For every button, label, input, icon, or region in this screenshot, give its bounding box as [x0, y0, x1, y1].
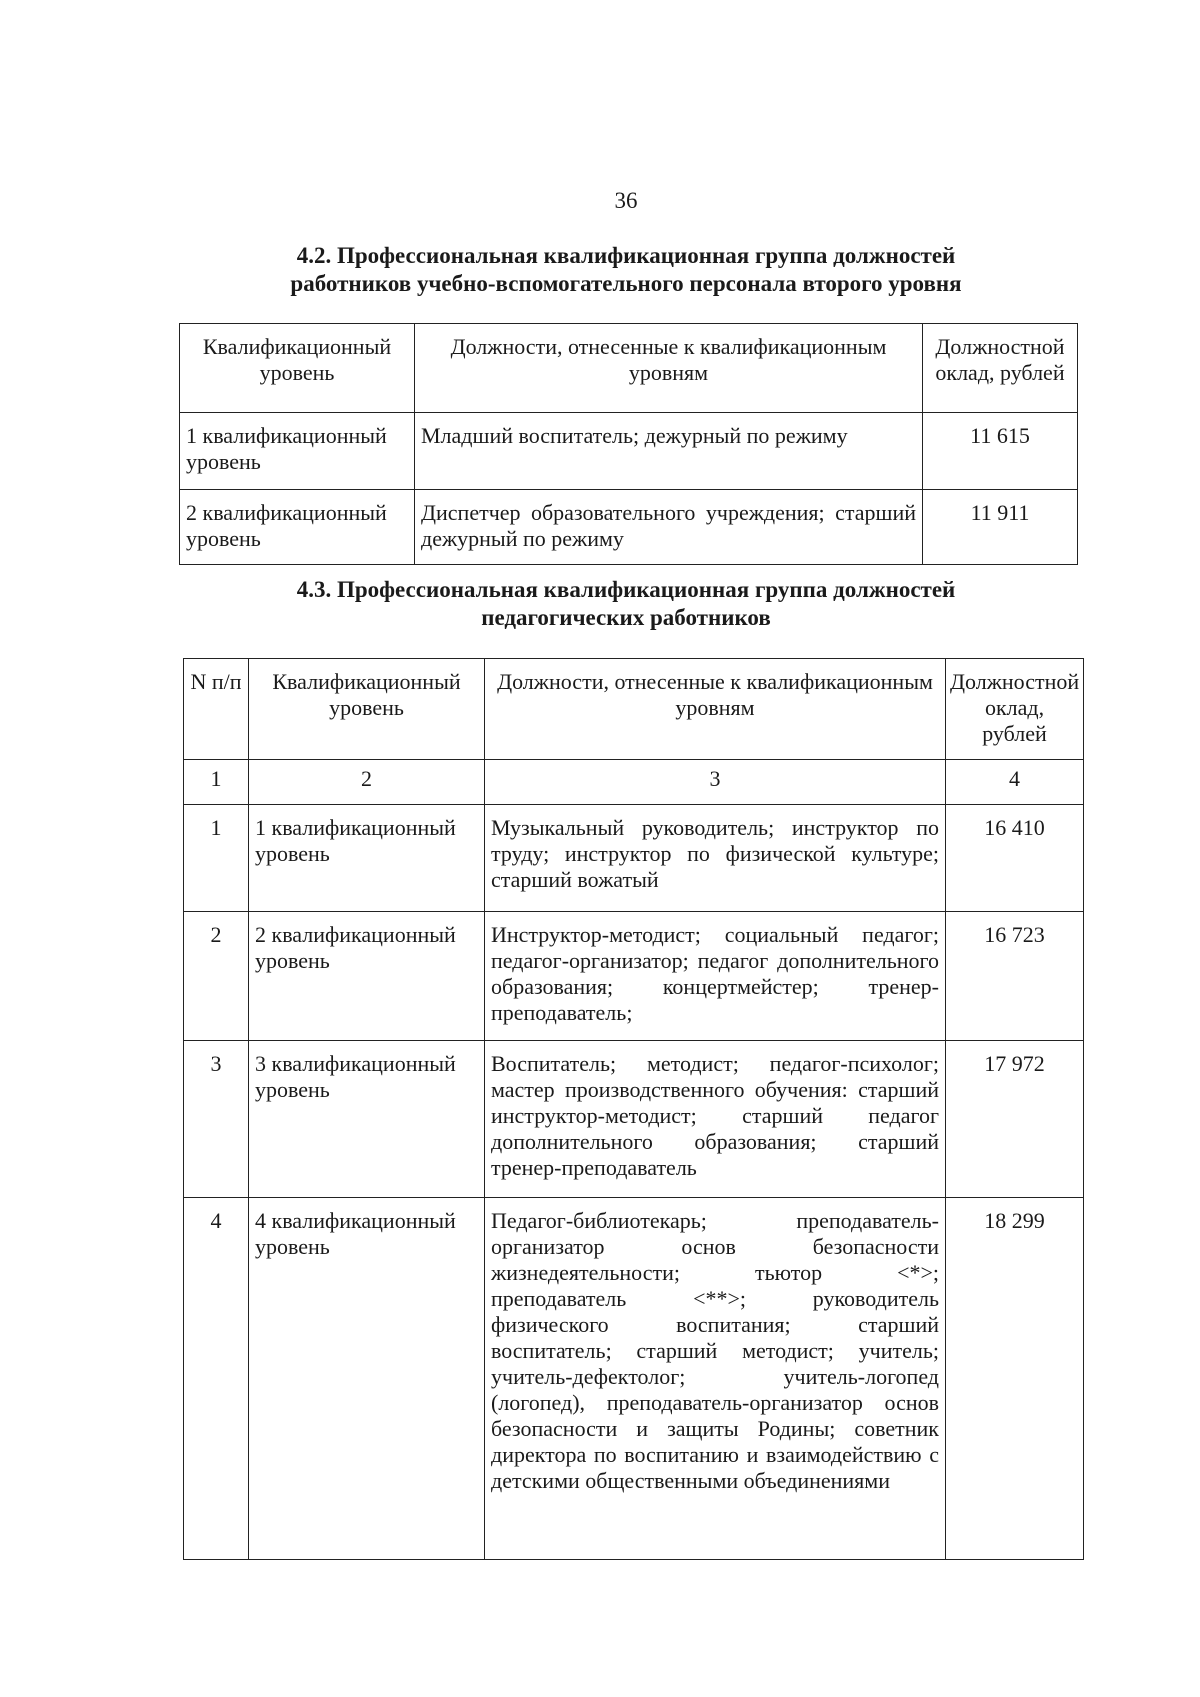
table-4-2	[179, 323, 1078, 565]
column-number: 3	[485, 760, 946, 805]
cell-positions: Музыкальный руководитель; инструктор по труду; инструктор по физической культуре; старший вожатый	[485, 805, 946, 912]
cell-positions: Младший воспитатель; дежурный по режиму	[415, 413, 923, 490]
cell-salary: 17 972	[946, 1041, 1084, 1198]
cell-positions: Диспетчер образовательного учреждения; старший дежурный по режиму	[415, 490, 923, 565]
section-title-line: педагогических работников	[481, 605, 771, 630]
cell-level: 1 квалификационный уровень	[180, 413, 415, 490]
cell-level: 4 квалификационный уровень	[249, 1198, 485, 1560]
table-row	[180, 413, 1078, 490]
table-header-row	[184, 659, 1084, 760]
cell-number: 3	[184, 1041, 249, 1198]
column-number-row	[184, 760, 1084, 805]
table-4-3	[183, 658, 1084, 1560]
header-salary: Должностной оклад, рублей	[923, 324, 1078, 413]
cell-level: 1 квалификационный уровень	[249, 805, 485, 912]
table-row	[180, 490, 1078, 565]
cell-salary: 16 723	[946, 912, 1084, 1041]
section-title-line: работников учебно-вспомогательного персонала второго уровня	[290, 271, 962, 296]
cell-number: 4	[184, 1198, 249, 1560]
cell-salary: 18 299	[946, 1198, 1084, 1560]
table-header-row	[180, 324, 1078, 413]
header-salary: Должностной оклад, рублей	[946, 659, 1084, 760]
cell-level: 3 квалификационный уровень	[249, 1041, 485, 1198]
section-title-line: 4.3. Профессиональная квалификационная группа должностей	[296, 577, 956, 602]
header-level: Квалификационный уровень	[180, 324, 415, 413]
column-number: 1	[184, 760, 249, 805]
cell-positions: Воспитатель; методист; педагог-психолог; мастер производственного обучения: старший инструктор-методист; старший педагог дополнительного образования; старший тренер-преподаватель	[485, 1041, 946, 1198]
page-number: 36	[614, 188, 638, 213]
cell-number: 1	[184, 805, 249, 912]
table-row	[184, 1198, 1084, 1560]
header-positions: Должности, отнесенные к квалификационным уровням	[415, 324, 923, 413]
section-title-4-2	[0, 242, 1200, 298]
section-title-line: 4.2. Профессиональная квалификационная группа должностей	[296, 243, 956, 268]
cell-level: 2 квалификационный уровень	[180, 490, 415, 565]
header-positions: Должности, отнесенные к квалификационным уровням	[485, 659, 946, 760]
column-number: 4	[946, 760, 1084, 805]
cell-number: 2	[184, 912, 249, 1041]
section-title-4-3	[0, 576, 1200, 632]
cell-salary: 16 410	[946, 805, 1084, 912]
table-row	[184, 805, 1084, 912]
table-row	[184, 1041, 1084, 1198]
header-level: Квалификационный уровень	[249, 659, 485, 760]
column-number: 2	[249, 760, 485, 805]
cell-level: 2 квалификационный уровень	[249, 912, 485, 1041]
table-row	[184, 912, 1084, 1041]
cell-salary: 11 615	[923, 413, 1078, 490]
cell-positions: Педагог-библиотекарь; преподаватель-организатор основ безопасности жизнедеятельности; тьютор <*>; преподаватель <**>; руководитель физического воспитания; старший воспитатель; старший методист; учитель; учитель-дефектолог; учитель-логопед (логопед), преподаватель-организатор основ безопасности и защиты Родины; советник директора по воспитанию и взаимодействию с детскими общественными объединениями	[485, 1198, 946, 1560]
cell-salary: 11 911	[923, 490, 1078, 565]
header-number: N п/п	[184, 659, 249, 760]
cell-positions: Инструктор-методист; социальный педагог; педагог-организатор; педагог дополнительного образования; концертмейстер; тренер-преподаватель;	[485, 912, 946, 1041]
